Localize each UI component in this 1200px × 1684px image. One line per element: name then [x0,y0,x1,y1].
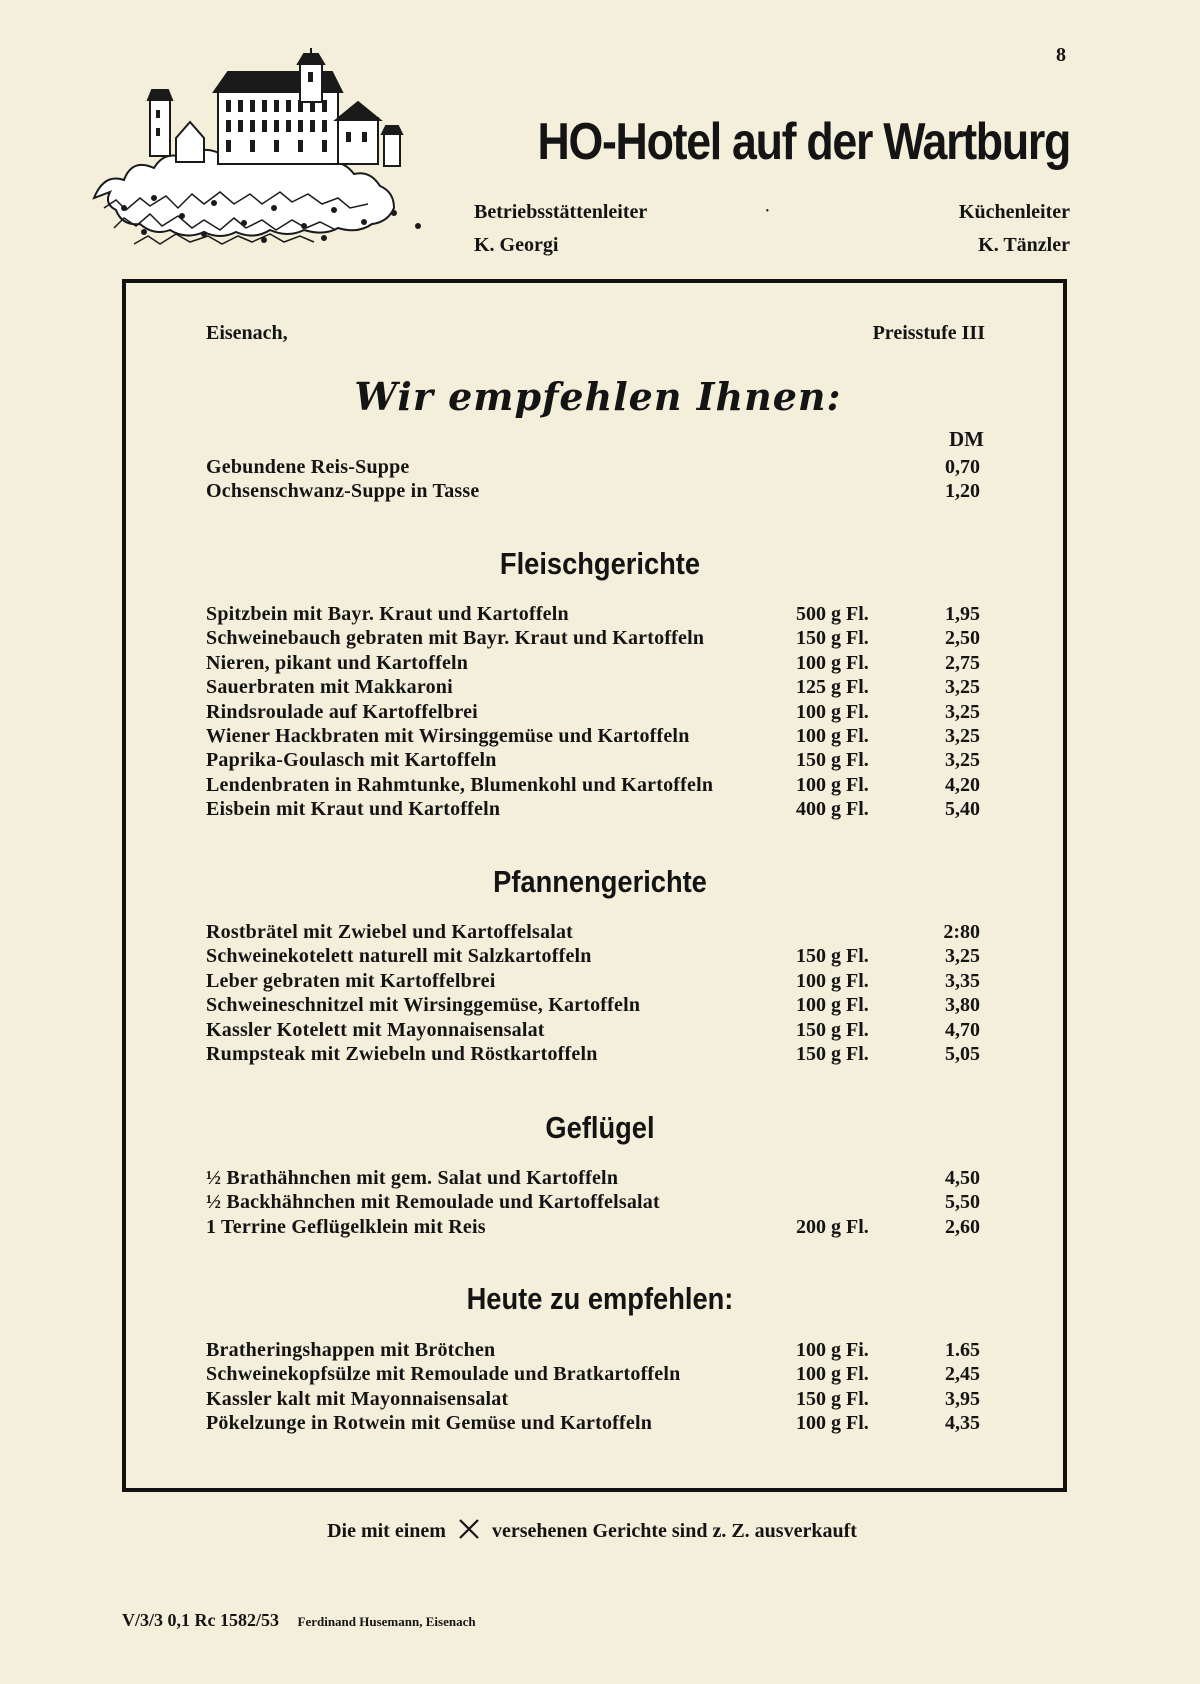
dish-portion: 100 g Fl. [796,1412,869,1435]
dish-price: 3,25 [945,700,980,723]
section-title-meat: Fleischgerichte [499,546,701,581]
dish-name: Wiener Hackbraten mit Wirsinggemüse und Kartoffeln [206,724,690,747]
dish-price: 3,95 [945,1387,980,1410]
dish-price: 5,40 [945,798,980,821]
dish-price: 5,50 [945,1191,980,1214]
dish-portion: 100 g Fl. [796,969,869,992]
dish-portion: 150 g Fl. [796,627,869,650]
dish-portion: 100 g Fl. [796,1363,869,1386]
dish-name: Ochsenschwanz-Suppe in Tasse [206,480,480,503]
dish-price: 2,60 [945,1215,980,1238]
dish-name: 1 Terrine Geflügelklein mit Reis [206,1215,486,1238]
dish-portion: 150 g Fl. [796,945,869,968]
printer-name: Ferdinand Husemann, Eisenach [297,1614,476,1629]
dish-portion [796,455,900,479]
dish-price: 3,35 [945,969,980,992]
dish-portion [796,1190,900,1214]
dish-name: Kassler Kotelett mit Mayonnaisensalat [206,1018,545,1041]
menu-item [206,1362,986,1386]
hotel-name: HO-Hotel auf der Wartburg [537,113,1070,171]
dish-price: 4,50 [945,1167,980,1189]
dish-name: ½ Backhähnchen mit Remoulade und Kartoffelsalat [206,1191,660,1214]
menu-item [206,700,986,724]
dish-name: Rostbrätel mit Zwiebel und Kartoffelsalat [206,921,574,943]
print-imprint [122,1610,476,1631]
dish-price: 3,25 [945,724,980,747]
dish-name: Schweinekotelett naturell mit Salzkartoffeln [206,945,592,968]
dish-name: Leber gebraten mit Kartoffelbrei [206,969,496,992]
dish-price: 2,50 [945,627,980,650]
menu-item [206,626,986,650]
dish-portion: 100 g Fi. [796,1339,869,1361]
dish-name: Schweineschnitzel mit Wirsinggemüse, Kartoffeln [206,994,641,1017]
dish-price: 4,20 [945,773,980,796]
dish-price: 4,35 [945,1412,980,1435]
manager-role: Betriebsstättenleiter [474,201,648,223]
dish-portion: 100 g Fl. [796,724,869,747]
menu-item [206,1338,986,1362]
chef-name: K. Tänzler [978,234,1070,256]
dish-price: 3,25 [945,676,980,699]
section-title-pan: Pfannengerichte [493,864,707,899]
dish-price: 0,70 [945,456,980,478]
currency-label: DM [949,427,984,451]
dish-price: 1,20 [945,480,980,503]
menu-item [206,1387,986,1411]
dish-name: Rumpsteak mit Zwiebeln und Röstkartoffeln [206,1042,598,1065]
dish-price: 3,25 [945,945,980,968]
menu-item [206,602,986,626]
dish-portion: 200 g Fl. [796,1215,869,1238]
menu-item [206,1190,986,1214]
dish-name: Sauerbraten mit Makkaroni [206,676,453,699]
manager-name: K. Georgi [474,234,559,256]
menu-item [206,797,986,821]
page-number: 8 [1056,44,1066,66]
dish-name: Schweinekopfsülze mit Remoulade und Bratkartoffeln [206,1363,681,1386]
dish-name: ½ Brathähnchen mit gem. Salat und Kartoffeln [206,1167,619,1189]
imprint-code: V/3/3 0,1 Rc 1582/53 [122,1610,279,1630]
dish-portion: 125 g Fl. [796,676,869,699]
header-separator: · [764,200,771,222]
dish-portion: 400 g Fl. [796,798,869,821]
menu-item [206,675,986,699]
menu-item [206,1215,986,1239]
chef-block [959,196,1070,262]
dish-portion: 100 g Fl. [796,651,869,674]
dish-price: 2,75 [945,651,980,674]
menu-item [206,455,986,479]
dish-portion: 150 g Fl. [796,1042,869,1065]
menu-item [206,1411,986,1435]
menu-item [206,773,986,797]
wartburg-castle-illustration [84,48,450,258]
menu-item [206,969,986,993]
recommend-heading: Wir empfehlen Ihnen: [354,374,842,419]
dish-name: Gebundene Reis-Suppe [206,456,410,478]
dish-name: Bratheringshappen mit Brötchen [206,1339,496,1361]
menu-item [206,1166,986,1190]
dish-name: Rindsroulade auf Kartoffelbrei [206,700,478,723]
sold-out-note [0,1518,1192,1543]
city-label: Eisenach, [206,322,288,344]
dish-portion [796,479,900,503]
menu-item [206,944,986,968]
poultry-list [206,1166,986,1239]
dish-portion: 150 g Fl. [796,1387,869,1410]
dish-portion: 100 g Fl. [796,700,869,723]
price-level: Preisstufe III [872,322,985,344]
pan-list [206,920,986,1066]
dish-name: Pökelzunge in Rotwein mit Gemüse und Kartoffeln [206,1412,653,1435]
menu-item [206,1018,986,1042]
dish-price: 4,70 [945,1018,980,1041]
dish-price: 2:80 [943,921,980,943]
soup-list [206,455,986,504]
menu-item [206,651,986,675]
dish-portion: 500 g Fl. [796,603,869,625]
chef-role: Küchenleiter [958,201,1070,223]
sold-out-note-start: Die mit einem [327,1520,446,1542]
today-list [206,1338,986,1436]
dish-name: Paprika-Goulasch mit Kartoffeln [206,749,497,772]
menu-item [206,724,986,748]
dish-portion [796,920,900,944]
dish-portion [796,1166,900,1190]
dish-name: Nieren, pikant und Kartoffeln [206,651,469,674]
menu-item [206,479,986,503]
dish-name: Spitzbein mit Bayr. Kraut und Kartoffeln [206,603,569,625]
dish-portion: 150 g Fl. [796,1018,869,1041]
dish-price: 2,45 [945,1363,980,1386]
sold-out-note-end: versehenen Gerichte sind z. Z. ausverkauft [491,1520,857,1542]
dish-name: Lendenbraten in Rahmtunke, Blumenkohl und Kartoffeln [206,773,714,796]
menu-item [206,993,986,1017]
section-title-poultry: Geflügel [545,1110,655,1145]
manager-block [474,196,647,262]
dish-name: Kassler kalt mit Mayonnaisensalat [206,1387,509,1410]
dish-name: Schweinebauch gebraten mit Bayr. Kraut und Kartoffeln [206,627,705,650]
dish-name: Eisbein mit Kraut und Kartoffeln [206,798,501,821]
dish-price: 1,95 [945,603,980,625]
dish-price: 3,80 [945,994,980,1017]
menu-item [206,748,986,772]
dish-portion: 150 g Fl. [796,749,869,772]
menu-item [206,1042,986,1066]
dish-price: 5,05 [945,1042,980,1065]
dish-portion: 100 g Fl. [796,773,869,796]
meat-list [206,602,986,822]
dish-price: 1.65 [945,1339,980,1361]
menu-item [206,920,986,944]
section-title-today: Heute zu empfehlen: [466,1281,734,1316]
cross-mark-icon [457,1518,481,1540]
dish-price: 3,25 [945,749,980,772]
dish-portion: 100 g Fl. [796,994,869,1017]
